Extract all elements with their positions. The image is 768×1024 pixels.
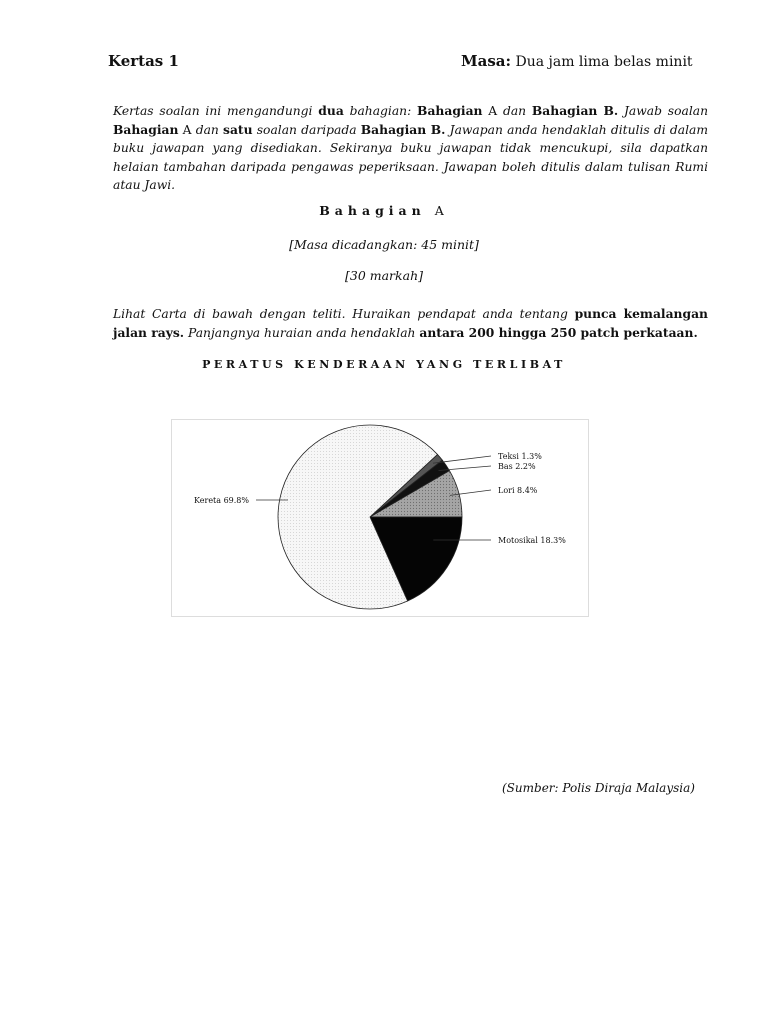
intro-text-5: Jawapan anda hendaklah ditulis di dalam buku jawapan yang disediakan. Sekiranya buku jawapan tidak mencukupi, sila dapatkan helaian tambahan daripada pengawas peperiksaan. Jawapan boleh ditulis dalam tulisan Rumi atau Jawi. — [113, 122, 708, 192]
time-allowed — [461, 52, 693, 70]
question-instruction — [113, 305, 708, 342]
intro-letter-a-2: A — [178, 122, 192, 137]
intro-bold-bahagian-b-2: Bahagian B. — [360, 121, 446, 137]
intro-text-3: Jawab soalan — [618, 104, 709, 118]
pie-label-teksi: Teksi 1.3% — [498, 452, 542, 461]
suggested-time: [Masa dicadangkan: 45 minit] — [289, 237, 479, 252]
time-value: Dua jam lima belas minit — [515, 54, 693, 70]
intro-bold-satu: satu — [223, 121, 253, 137]
section-word: Bahagian — [319, 203, 426, 218]
pie-chart-frame — [171, 419, 589, 617]
intro-bold-bahagian: Bahagian — [417, 103, 483, 118]
intro-text-4: soalan daripada — [252, 122, 361, 137]
intro-dan-2: dan — [191, 122, 224, 137]
pie-label-motosikal: Motosikal 18.3% — [498, 536, 566, 545]
intro-letter-a: A — [482, 104, 498, 118]
pie-chart — [172, 420, 590, 618]
source-note: (Sumber: Polis Diraja Malaysia) — [502, 781, 695, 795]
instruction-text-2: Panjangnya huraian anda hendaklah — [184, 325, 420, 340]
pie-label-lori: Lori 8.4% — [498, 486, 538, 495]
instruction-length: antara 200 hingga 250 patch perkataan. — [419, 324, 698, 340]
instructions-paragraph — [113, 102, 708, 195]
pie-label-bas: Bas 2.2% — [498, 462, 536, 471]
pie-label-kereta: Kereta 69.8% — [194, 496, 249, 505]
intro-bold-bahagian-2: Bahagian — [113, 121, 179, 137]
intro-dan-1: dan — [497, 104, 532, 118]
section-heading — [0, 203, 768, 218]
instruction-topic: punca kemalangan jalan rays. — [113, 306, 708, 340]
chart-title: PERATUS KENDERAAN YANG TERLIBAT — [202, 358, 566, 371]
section-marks: [30 markah] — [345, 268, 423, 283]
paper-title: Kertas 1 — [108, 52, 179, 70]
intro-bold-bahagian-b: Bahagian B. — [531, 103, 619, 118]
intro-bold-dua: dua — [318, 103, 344, 118]
instruction-text-1: Lihat Carta di bawah dengan teliti. Huraikan pendapat anda tentang — [113, 307, 575, 321]
intro-text-2: bahagian: — [343, 104, 418, 118]
section-letter: A — [434, 203, 449, 218]
time-label: Masa: — [461, 52, 512, 70]
intro-text-1: Kertas soalan ini mengandungi — [113, 104, 319, 118]
